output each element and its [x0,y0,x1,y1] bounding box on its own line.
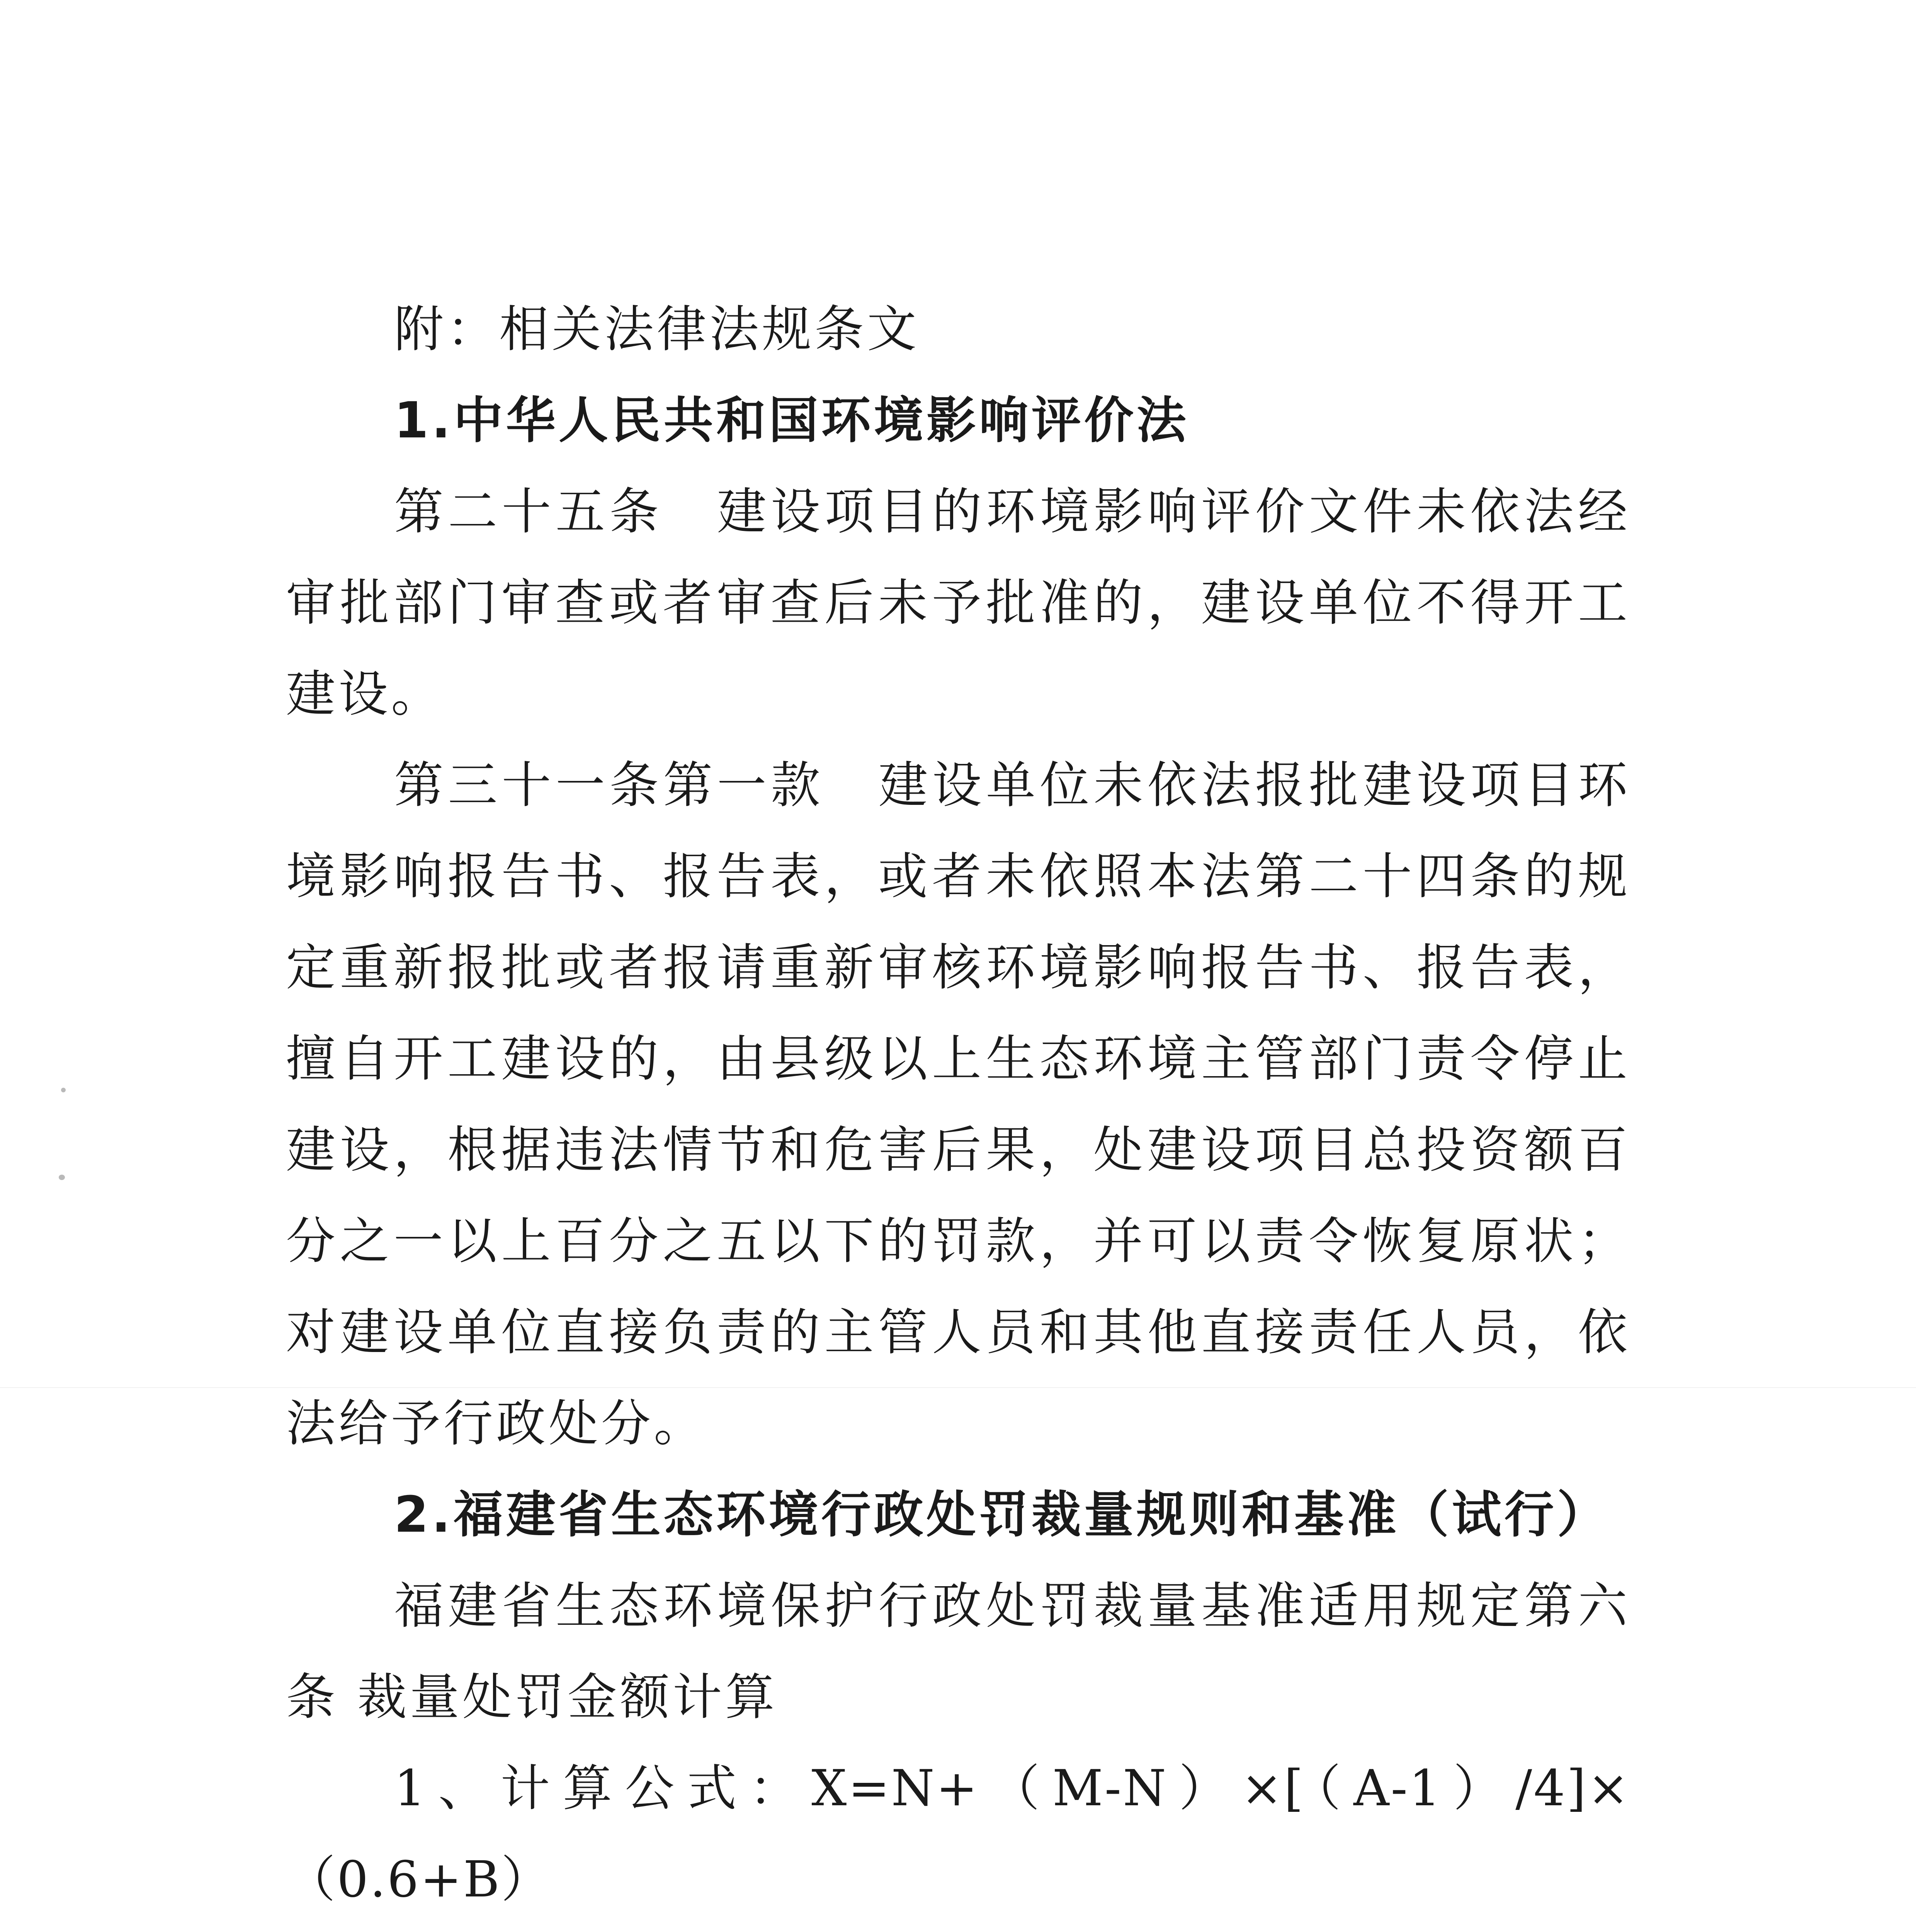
attachment-title: 附：相关法律法规条文 [394,301,920,358]
article-31-paragraph: 第三十一条第一款 建设单位未依法报批建设项目环境影响报告书、报告表，或者未依照本法第二十四条的规定重新报批或者报请重新审核环境影响报告书、报告表，擅自开工建设的，由县级以上生态环境主管部门责令停止建设，根据违法情节和危害后果，处建设项目总投资额百分之一以上百分之五以下的罚款，并可以责令恢复原状；对建设单位直接负责的主管人员和其他直接责任人员，依法给予行政处分。 [286,757,1630,1452]
scan-speck [59,1175,65,1180]
definition-x [286,1925,1630,1932]
rule6-intro: 福建省生态环境保护行政处罚裁量基准适用规定第六条 裁量处罚金额计算 [286,1577,1630,1726]
section1-heading: 1.中华人民共和国环境影响评价法 [394,392,1189,449]
article-25-paragraph: 第二十五条 建设项目的环境影响评价文件未依法经审批部门审查或者审查后未予批准的，建设单位不得开工建设。 [286,483,1630,723]
section2-heading: 2.福建省生态环境行政处罚裁量规则和基准（试行） [394,1486,1610,1544]
document-body [286,284,1630,1932]
formula-line: 1、计算公式：X=N+（M-N）×[（A-1）/4]×（0.6+B） [286,1760,1630,1908]
scan-speck [61,1088,66,1092]
